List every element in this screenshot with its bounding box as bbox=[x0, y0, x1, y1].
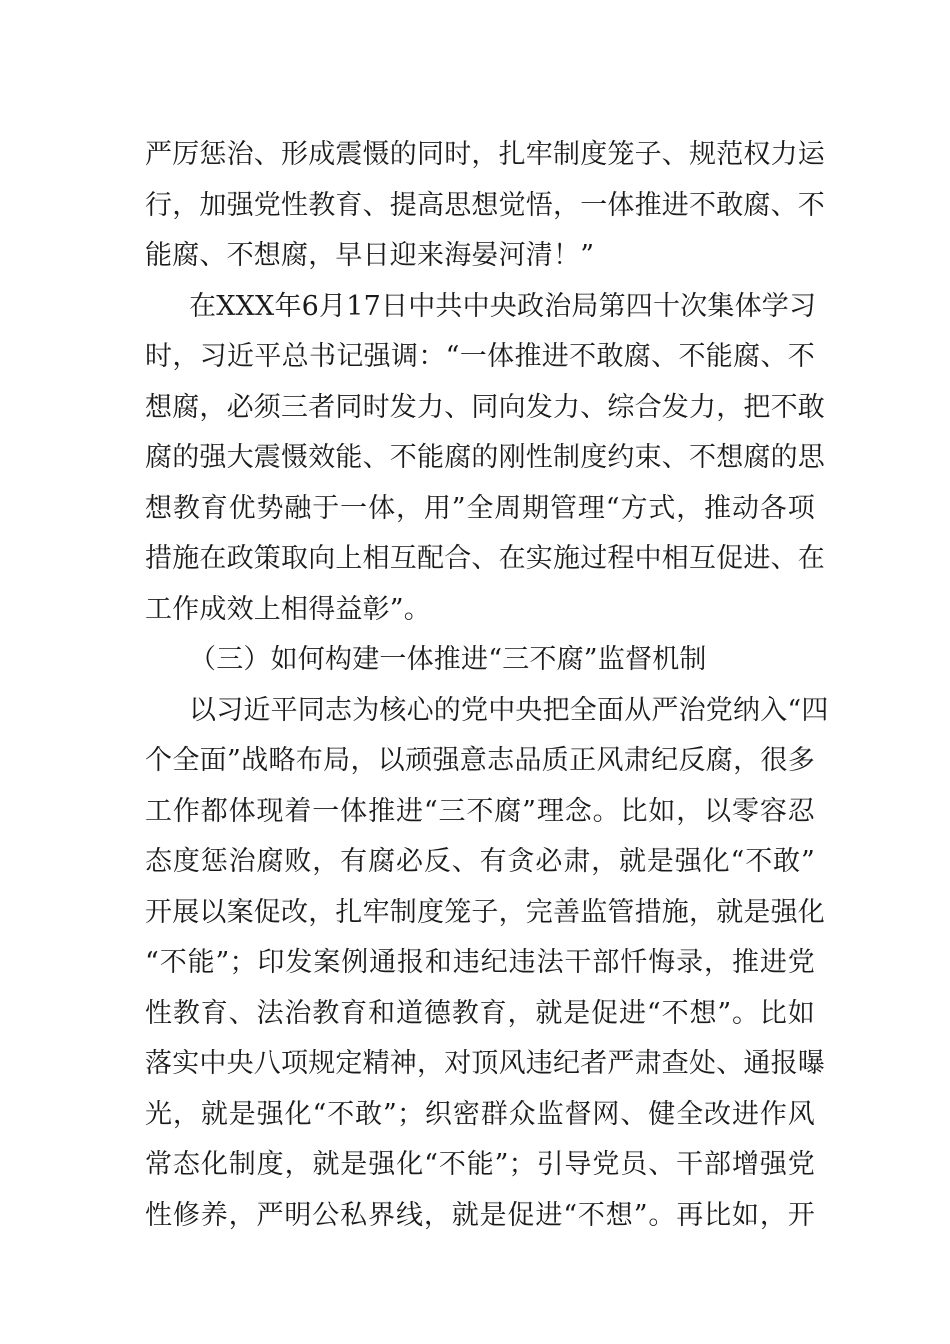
text-line: 时，习近平总书记强调：“一体推进不敢腐、不能腐、不 bbox=[145, 341, 815, 372]
text-line: （三）如何构建一体推进“三不腐”监督机制 bbox=[189, 644, 707, 675]
text-line: 严厉惩治、形成震慑的同时，扎牢制度笼子、规范权力运 bbox=[145, 139, 825, 170]
text-line: 腐的强大震慑效能、不能腐的刚性制度约束、不想腐的思 bbox=[145, 442, 825, 473]
text-line: 个全面”战略布局，以顽强意志品质正风肃纪反腐，很多 bbox=[145, 745, 815, 776]
text-line: 措施在政策取向上相互配合、在实施过程中相互促进、在 bbox=[145, 543, 825, 574]
text-line: 工作都体现着一体推进“三不腐”理念。比如，以零容忍 bbox=[145, 795, 815, 827]
text-line: 光，就是强化“不敢”；织密群众监督网、健全改进作风 bbox=[145, 1098, 815, 1130]
text-line: 工作成效上相得益彰”。 bbox=[145, 593, 432, 625]
text-line: 性修养，严明公私界线，就是促进“不想”。再比如，开 bbox=[145, 1199, 815, 1231]
text-line: 常态化制度，就是强化“不能”；引导党员、干部增强党 bbox=[145, 1149, 815, 1180]
text-line: 在XXX年6月17日中共中央政治局第四十次集体学习 bbox=[189, 290, 817, 322]
text-line: 态度惩治腐败，有腐必反、有贪必肃，就是强化“不敢” bbox=[145, 846, 815, 877]
text-line: 想教育优势融于一体，用”全周期管理“方式，推动各项 bbox=[145, 492, 815, 524]
text-line: 能腐、不想腐，早日迎来海晏河清！” bbox=[145, 240, 595, 271]
text-line: 以习近平同志为核心的党中央把全面从严治党纳入“四 bbox=[189, 694, 829, 726]
text-line: 开展以案促改，扎牢制度笼子，完善监管措施，就是强化 bbox=[145, 896, 825, 928]
text-line: “不能”；印发案例通报和违纪违法干部忏悔录，推进党 bbox=[145, 947, 815, 978]
text-line: 想腐，必须三者同时发力、同向发力、综合发力，把不敢 bbox=[145, 391, 825, 423]
text-line: 行，加强党性教育、提高思想觉悟，一体推进不敢腐、不 bbox=[145, 189, 825, 221]
text-line: 性教育、法治教育和道德教育，就是促进“不想”。比如 bbox=[145, 997, 815, 1029]
document-body bbox=[145, 130, 829, 1241]
text-line: 落实中央八项规定精神，对顶风违纪者严肃查处、通报曝 bbox=[145, 1048, 825, 1079]
